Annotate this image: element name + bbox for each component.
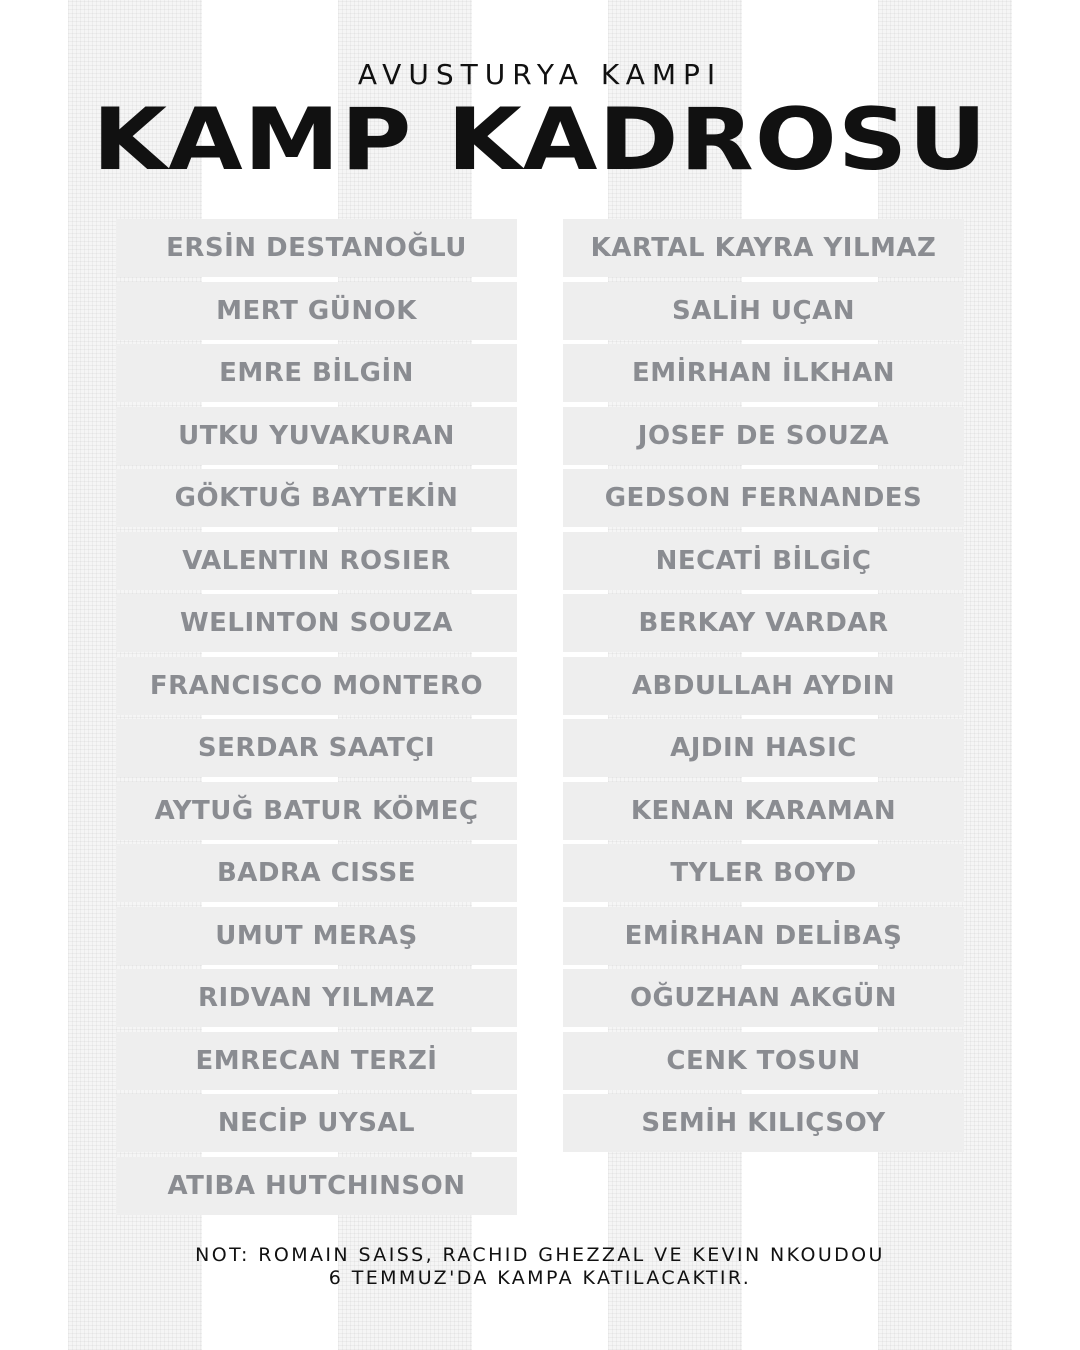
player-name: UTKU YUVAKURAN: [116, 407, 517, 465]
footnote: [0, 1244, 1080, 1290]
player-name: EMRECAN TERZİ: [116, 1032, 517, 1090]
player-name: WELINTON SOUZA: [116, 594, 517, 652]
player-name: EMİRHAN DELİBAŞ: [563, 907, 964, 965]
player-name: ATIBA HUTCHINSON: [116, 1157, 517, 1215]
player-name: AYTUĞ BATUR KÖMEÇ: [116, 782, 517, 840]
player-name: GÖKTUĞ BAYTEKİN: [116, 469, 517, 527]
player-name: FRANCISCO MONTERO: [116, 657, 517, 715]
footnote-line-1: NOT: ROMAIN SAISS, RACHID GHEZZAL VE KEVIN NKOUDOU: [195, 1244, 885, 1266]
player-name: ERSİN DESTANOĞLU: [116, 219, 517, 277]
roster-right-column: [563, 219, 964, 1157]
player-name: CENK TOSUN: [563, 1032, 964, 1090]
player-name: TYLER BOYD: [563, 844, 964, 902]
player-name: RIDVAN YILMAZ: [116, 969, 517, 1027]
player-name: GEDSON FERNANDES: [563, 469, 964, 527]
player-name: NECİP UYSAL: [116, 1094, 517, 1152]
player-name: VALENTIN ROSIER: [116, 532, 517, 590]
player-name: ABDULLAH AYDIN: [563, 657, 964, 715]
player-name: KENAN KARAMAN: [563, 782, 964, 840]
player-name: EMRE BİLGİN: [116, 344, 517, 402]
page-title: KAMP KADROSU: [92, 90, 988, 190]
player-name: SERDAR SAATÇI: [116, 719, 517, 777]
player-name: NECATİ BİLGİÇ: [563, 532, 964, 590]
footnote-line-2: 6 TEMMUZ'DA KAMPA KATILACAKTIR.: [328, 1267, 752, 1289]
player-name: UMUT MERAŞ: [116, 907, 517, 965]
player-name: MERT GÜNOK: [116, 282, 517, 340]
player-name: OĞUZHAN AKGÜN: [563, 969, 964, 1027]
player-name: BADRA CISSE: [116, 844, 517, 902]
player-name: SALİH UÇAN: [563, 282, 964, 340]
player-name: EMİRHAN İLKHAN: [563, 344, 964, 402]
player-name: AJDIN HASIC: [563, 719, 964, 777]
player-name: BERKAY VARDAR: [563, 594, 964, 652]
camp-subtitle: AVUSTURYA KAMPI: [357, 58, 723, 91]
player-name: JOSEF DE SOUZA: [563, 407, 964, 465]
roster-left-column: [116, 219, 517, 1219]
player-name: SEMİH KILIÇSOY: [563, 1094, 964, 1152]
player-name: KARTAL KAYRA YILMAZ: [563, 219, 964, 277]
